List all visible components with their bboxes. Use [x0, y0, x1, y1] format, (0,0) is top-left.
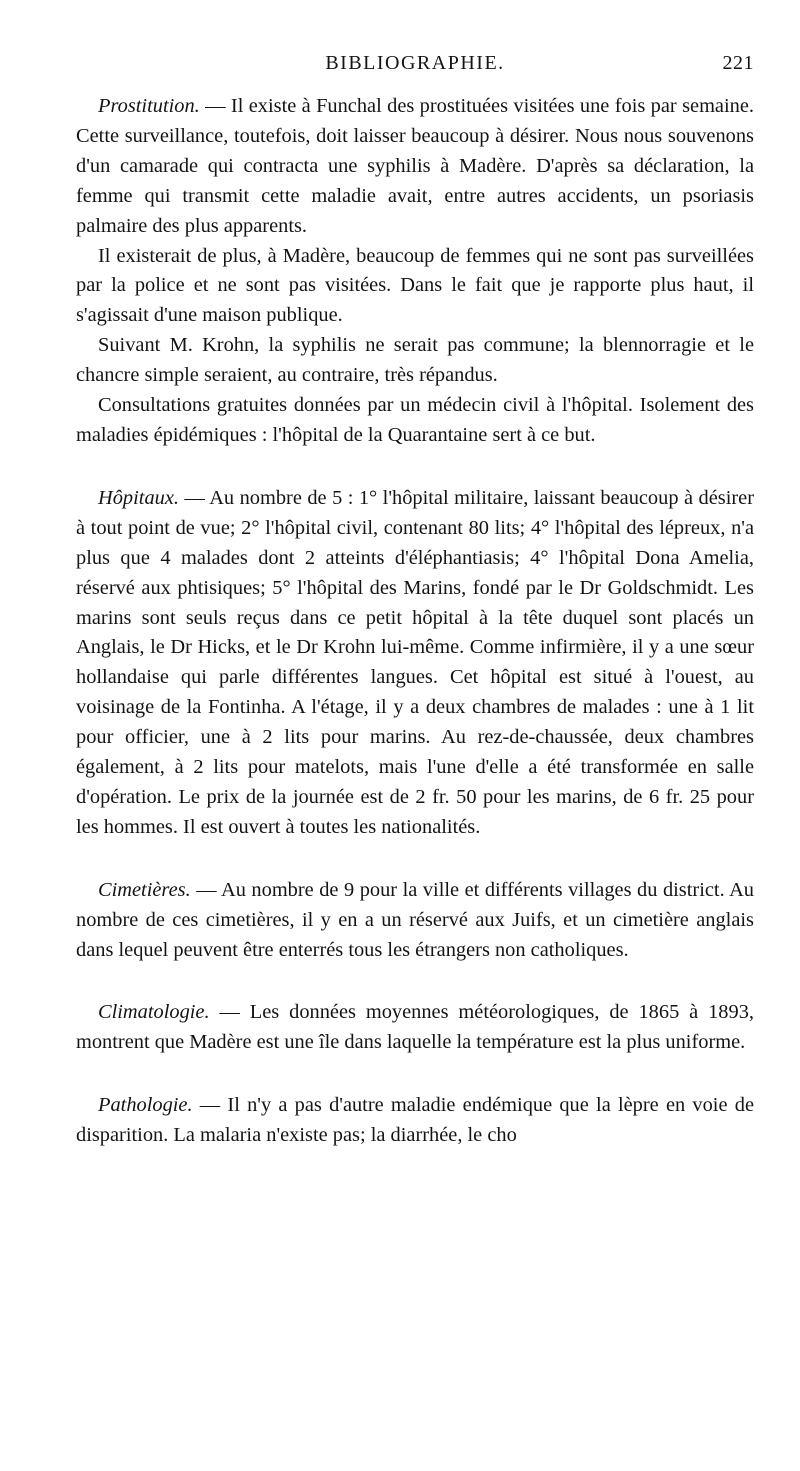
page-number: 221 [722, 52, 754, 74]
paragraph-prostitution [76, 92, 754, 242]
paragraph-text: — Au nombre de 9 pour la ville et différents villages du district. Au nombre de ces cimetières, il y en a un réservé aux Juifs, et un cimetière anglais dans lequel peuvent être enterrés tous les étrangers non catholiques. [76, 878, 754, 961]
paragraph-cimetieres [76, 876, 754, 966]
paragraph-text: — Il existe à Funchal des prostituées visitées une fois par semaine. Cette surveillance, toutefois, doit laisser beaucoup à désirer. Nous nous souvenons d'un camarade qui contracta une syphilis à Madère. D'après sa déclaration, la femme qui transmit cette maladie avait, entre autres accidents, un psoriasis palmaire des plus apparents. [76, 95, 754, 237]
section-heading-cimetieres: Cimetières. [98, 878, 191, 901]
paragraph-consultations [76, 391, 754, 451]
paragraph-police [76, 242, 754, 332]
paragraph-text: — Il n'y a pas d'autre maladie endémique que la lèpre en voie de disparition. La malaria n'existe pas; la diarrhée, le cho [76, 1094, 754, 1147]
running-header [76, 52, 754, 82]
paragraph-pathologie [76, 1091, 754, 1151]
paragraph-text: Suivant M. Krohn, la syphilis ne serait pas commune; la blennorragie et le chancre simple seraient, au contraire, très répandus. [76, 334, 754, 387]
paragraph-text: — Au nombre de 5 : 1° l'hôpital militaire, laissant beaucoup à désirer à tout point de vue; 2° l'hôpital civil, contenant 80 lits; 4° l'hôpital des lépreux, n'a plus que 4 malades dont 2 atteints d'éléphantiasis; 4° l'hôpital Dona Amelia, réservé aux phtisiques; 5° l'hôpital des Marins, fondé par le Dr Goldschmidt. Les marins sont seuls reçus dans ce petit hôpital à la tête duquel sont placés un Anglais, le Dr Hicks, et le Dr Krohn lui-même. Comme infirmière, il y a une sœur hollandaise qui parle différentes langues. Cet hôpital est situé à l'ouest, au voisinage de la Fontinha. A l'étage, il y a deux chambres de malades : une à 1 lit pour officier, une à 2 lits pour marins. Au rez-de-chaussée, deux chambres également, à 2 lits pour matelots, mais l'une d'elle a été transformée en salle d'opération. Le prix de la journée est de 2 fr. 50 pour les marins, de 6 fr. 25 pour les hommes. Il est ouvert à toutes les nationalités. [76, 486, 754, 838]
section-heading-hopitaux: Hôpitaux. [98, 486, 179, 509]
section-heading-pathologie: Pathologie. [98, 1094, 193, 1117]
running-title: BIBLIOGRAPHIE. [325, 52, 505, 74]
section-heading-prostitution: Prostitution. [98, 95, 200, 117]
paragraph-text: — Les données moyennes météorologiques, de 1865 à 1893, montrent que Madère est une île dans laquelle la température est la plus uniforme. [76, 1001, 754, 1054]
paragraph-text: Il existerait de plus, à Madère, beaucoup de femmes qui ne sont pas surveillées par la police et ne sont pas visitées. Dans le fait que je rapporte plus haut, il s'agissait d'une maison publique. [76, 244, 754, 327]
document-page [76, 52, 754, 1151]
paragraph-hopitaux [76, 484, 754, 843]
paragraph-krohn [76, 331, 754, 391]
paragraph-text: Consultations gratuites données par un médecin civil à l'hôpital. Isolement des maladies épidémiques : l'hôpital de la Quarantaine sert à ce but. [76, 394, 754, 446]
section-heading-climatologie: Climatologie. [98, 1001, 210, 1024]
paragraph-climatologie [76, 998, 754, 1058]
